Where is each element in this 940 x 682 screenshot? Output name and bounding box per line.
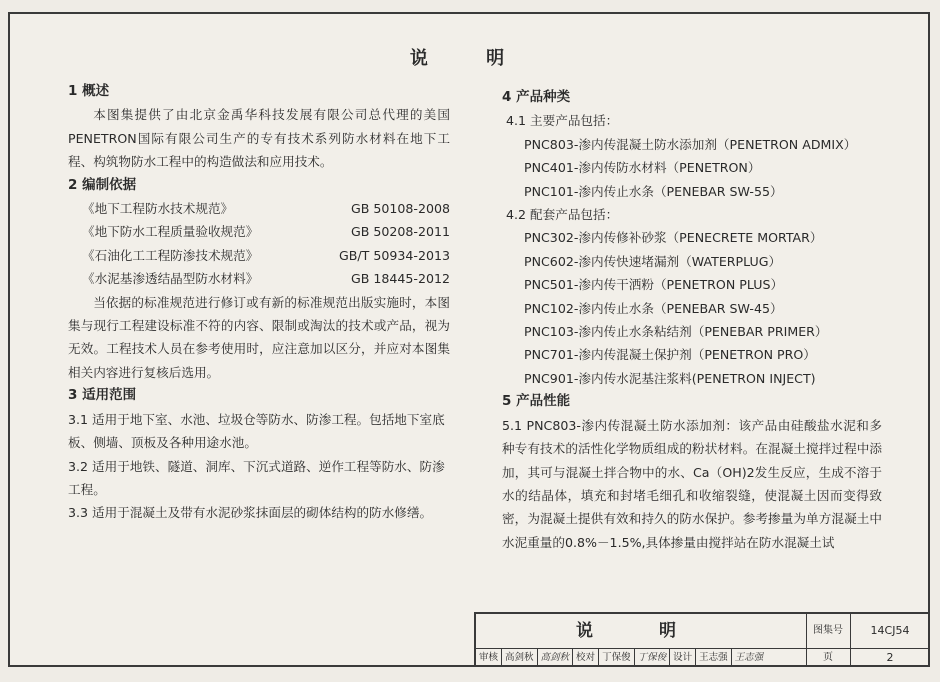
page-label: 页 bbox=[806, 649, 851, 667]
section-5-heading: 5 产品性能 bbox=[502, 393, 571, 410]
standard-name: 《石油化工工程防渗技术规范》 bbox=[82, 247, 259, 263]
check-label: 校对 bbox=[573, 649, 599, 667]
standard-name: 《地下防水工程质量验收规范》 bbox=[82, 224, 259, 240]
standard-row bbox=[68, 267, 450, 290]
product-item: PNC501-渗内传干洒粉（PENETRON PLUS） bbox=[524, 277, 784, 293]
product-item: PNC602-渗内传快速堵漏剂（WATERPLUG） bbox=[524, 253, 782, 269]
review-label: 审核 bbox=[476, 649, 502, 667]
designer-signature: 王志强 bbox=[734, 652, 764, 663]
section-4-1: 4.1 主要产品包括： bbox=[506, 113, 619, 129]
product-item: PNC701-渗内传混凝土保护剂（PENETRON PRO） bbox=[524, 347, 816, 363]
section-5-1-text: 5.1 PNC803-渗内传混凝土防水添加剂：该产品由硅酸盐水泥和多种专有技术的活性化学物质组成的粉状材料。在混凝土搅拌过程中添加，其可与混凝土拌合物中的水、Ca（OH)2发生反应，生成不溶于水的结晶体，填充和封堵毛细孔和收缩裂缝，使混凝土因而变得致密，为混凝土提供有效和持久的防水保护。参考掺量为单方混凝土中水泥重量的0.8%－1.5%,具体掺量由搅拌站在防水混凝土试 bbox=[502, 417, 882, 550]
product-item: PNC302-渗内传修补砂浆（PENECRETE MORTAR） bbox=[524, 230, 823, 246]
reviewer-signature: 高剑秋 bbox=[538, 649, 574, 667]
section-2-text: 当依据的标准规范进行修订或有新的标准规范出版实施时，本图集与现行工程建设标准不符的内容、限制或淘汰的技术或产品，视为无效。工程技术人员在参考使用时，应注意加以区分，并应对本图集相关内容进行复核后选用。 bbox=[68, 294, 450, 380]
atlas-number-label: 图集号 bbox=[806, 614, 851, 649]
product-item: PNC102-渗内传止水条（PENEBAR SW-45） bbox=[524, 300, 783, 316]
section-4-heading: 4 产品种类 bbox=[502, 89, 571, 105]
page-title: 说 明 bbox=[409, 48, 531, 69]
design-label: 设计 bbox=[670, 649, 696, 667]
section-3-heading: 3 适用范围 bbox=[68, 387, 137, 404]
signature-row bbox=[476, 649, 807, 667]
standard-code: GB 50108-2008 bbox=[350, 201, 450, 217]
section-2-heading: 2 编制依据 bbox=[68, 176, 137, 193]
section-3-item: 3.2 适用于地铁、隧道、洞库、下沉式道路、逆作工程等防水、防渗工程。 bbox=[68, 458, 445, 497]
left-column bbox=[68, 80, 450, 525]
standard-name: 《水泥基渗透结晶型防水材料》 bbox=[82, 271, 259, 287]
product-item: PNC901-渗内传水泥基注浆料(PENETRON INJECT) bbox=[524, 370, 816, 386]
standard-code: GB/T 50934-2013 bbox=[339, 247, 450, 263]
product-item: PNC103-渗内传止水条粘结剂（PENEBAR PRIMER） bbox=[524, 324, 828, 340]
right-column bbox=[502, 86, 882, 554]
page-number: 2 bbox=[886, 651, 894, 664]
standard-row bbox=[68, 244, 450, 267]
checker-name: 丁保俊 bbox=[599, 649, 635, 667]
product-item: PNC401-渗内传防水材料（PENETRON） bbox=[524, 160, 761, 176]
product-item: PNC101-渗内传止水条（PENEBAR SW-55） bbox=[524, 183, 783, 199]
checker-signature: 丁保俊 bbox=[635, 649, 671, 667]
standard-code: GB 50208-2011 bbox=[350, 224, 450, 240]
standard-code: GB 18445-2012 bbox=[350, 271, 450, 287]
title-block bbox=[474, 612, 930, 667]
section-1-heading: 1 概述 bbox=[68, 83, 110, 99]
reviewer-name: 高剑秋 bbox=[502, 649, 538, 667]
section-3-item: 3.3 适用于混凝土及带有水泥砂浆抹面层的砌体结构的防水修缮。 bbox=[68, 505, 433, 521]
standard-row bbox=[68, 197, 450, 220]
designer-name: 王志强 bbox=[696, 649, 732, 667]
standard-row bbox=[68, 220, 450, 243]
atlas-number: 14CJ54 bbox=[850, 614, 930, 649]
title-block-title: 说 明 bbox=[476, 614, 807, 649]
section-4-2: 4.2 配套产品包括： bbox=[506, 207, 619, 223]
section-3-item: 3.1 适用于地下室、水池、垃圾仓等防水、防渗工程。包括地下室底板、侧墙、顶板及各种用途水池。 bbox=[68, 411, 445, 451]
section-1-text: 本图集提供了由北京金禹华科技发展有限公司总代理的美国PENETRON国际有限公司生产的专有技术系列防水材料在地下工程、构筑物防水工程中的构造做法和应用技术。 bbox=[68, 107, 450, 170]
standard-name: 《地下工程防水技术规范》 bbox=[82, 201, 234, 217]
product-item: PNC803-渗内传混凝土防水添加剂（PENETRON ADMIX） bbox=[524, 136, 857, 152]
